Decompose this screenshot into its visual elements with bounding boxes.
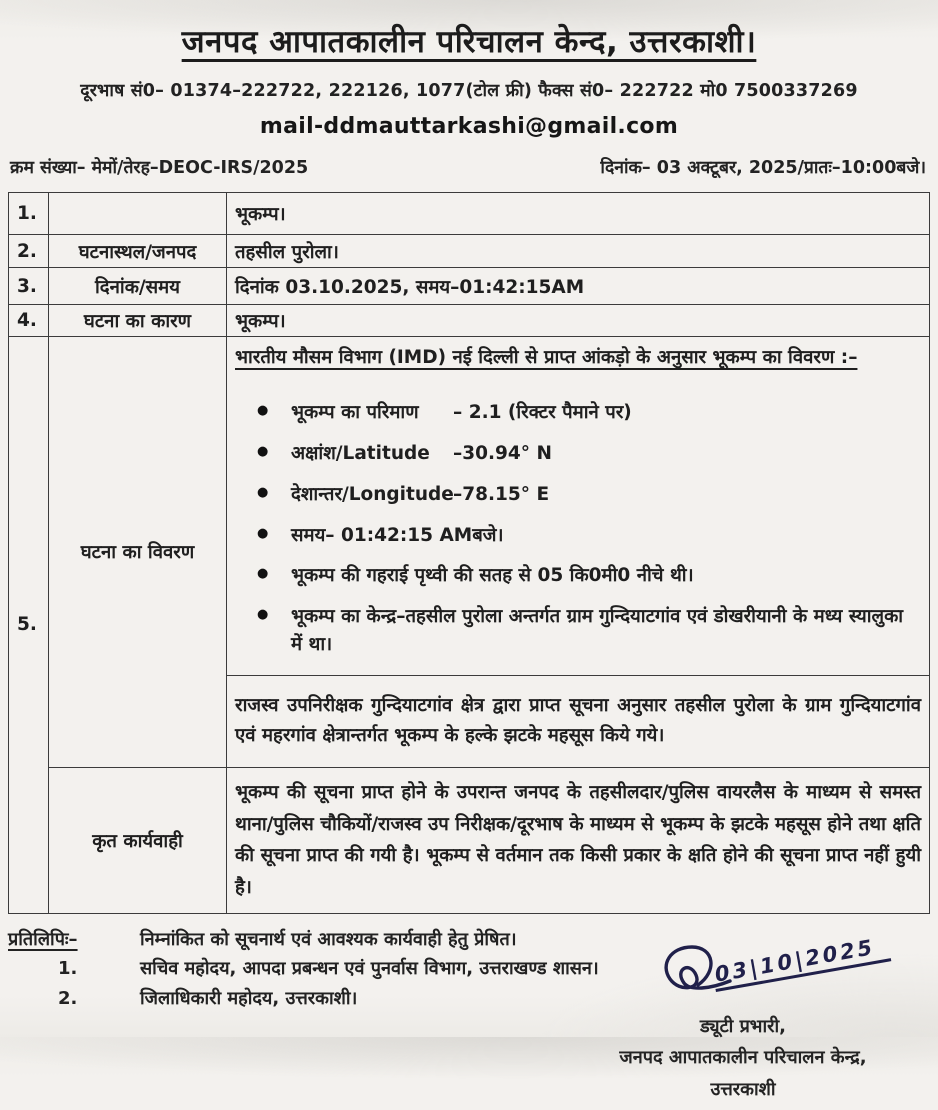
row3-value: दिनांक 03.10.2025, समय–01:42:15AM — [227, 268, 930, 305]
signature-block — [578, 934, 908, 1106]
copy-item-text: सचिव महोदय, आपदा प्रबन्धन एवं पुनर्वास विभाग, उत्तराखण्ड शासन। — [140, 958, 599, 980]
handwritten-date: 03|10|2025 — [711, 932, 892, 992]
list-item — [257, 562, 921, 590]
row2-value: तहसील पुरोला। — [227, 235, 930, 268]
list-item — [257, 440, 921, 468]
copy-intro: निम्नांकित को सूचनार्थ एवं आवश्यक कार्यवाही हेतु प्रेषित। — [140, 928, 517, 950]
table-row — [9, 305, 930, 337]
list-item — [257, 522, 921, 550]
action-taken-para: भूकम्प की सूचना प्राप्त होने के उपरान्त जनपद के तहसीलदार/पुलिस वायरलैस के माध्यम से समस्त थाना/पुलिस चौकियों/राजस्व उप निरीक्षक/दूरभाष के माध्यम से भूकम्प के झटके महसूस होने तथा क्षति की सूचना प्राप्त की गयी है। भूकम्प से वर्तमान तक किसी प्रकार के क्षति होने की सूचना प्राप्त नहीं हुयी है। — [227, 767, 930, 913]
reference-row — [8, 155, 930, 179]
bullet-icon: ● — [257, 607, 269, 623]
list-item — [257, 481, 921, 509]
copy-item-number: 1. — [58, 958, 78, 980]
row1-number: 1. — [9, 193, 49, 235]
longitude-value: –78.15° E — [453, 483, 550, 505]
longitude-label: देशान्तर/Longitude — [291, 483, 454, 505]
row3-number: 3. — [9, 268, 49, 305]
email-address: mail-ddmauttarkashi@gmail.com — [259, 114, 679, 139]
bullet-icon: ● — [257, 525, 269, 541]
signatory-line-2: जनपद आपातकालीन परिचालन केन्द्र, — [619, 1047, 867, 1069]
imd-intro-text: भारतीय मौसम विभाग (IMD) नई दिल्ली से प्राप्त आंकड़ो के अनुसार भूकम्प का विवरण :– — [235, 347, 858, 368]
table-row — [9, 767, 930, 913]
copy-item-text: जिलाधिकारी महोदय, उत्तरकाशी। — [140, 988, 358, 1010]
row5-detail-label: घटना का विवरण — [49, 337, 227, 768]
handwritten-signature — [578, 934, 908, 1009]
magnitude-label: भूकम्प का परिमाण — [291, 402, 419, 424]
field-report-para: राजस्व उपनिरीक्षक गुन्दियाटगांव क्षेत्र द्वारा प्राप्त सूचना अनुसार तहसील पुरोला के ग्राम गुन्दियाटगांव एवं महरगांव क्षेत्रान्तर्गत भूकम्प के हल्के झटके महसूस किये गये। — [227, 675, 930, 767]
row2-label: घटनास्थल/जनपद — [49, 235, 227, 268]
bullet-icon: ● — [257, 566, 269, 582]
bullet-icon: ● — [257, 403, 269, 419]
event-details-cell — [227, 337, 930, 676]
incident-table — [8, 192, 930, 914]
latitude-label: अक्षांश/Latitude — [291, 443, 430, 465]
row1-value: भूकम्प। — [227, 193, 930, 235]
table-row — [9, 337, 930, 676]
memo-number: क्रम संख्या– मेमों/तेरह–DEOC-IRS/2025 — [10, 158, 309, 178]
footer — [8, 925, 930, 1110]
page-title-text: जनपद आपातकालीन परिचालन केन्द, उत्तरकाशी। — [181, 24, 757, 60]
row4-value: भूकम्प। — [227, 305, 930, 337]
page-title — [8, 20, 930, 62]
time-text: समय– 01:42:15 AMबजे। — [291, 524, 504, 546]
signatory-designation — [578, 1011, 908, 1106]
earthquake-detail-list — [235, 399, 921, 658]
row3-label: दिनांक/समय — [49, 268, 227, 305]
row5-number: 5. — [9, 337, 49, 914]
row2-number: 2. — [9, 235, 49, 268]
latitude-value: –30.94° N — [453, 443, 552, 465]
row4-number: 4. — [9, 305, 49, 337]
row4-label: घटना का कारण — [49, 305, 227, 337]
bullet-icon: ● — [257, 444, 269, 460]
table-row — [9, 193, 930, 235]
list-item — [257, 399, 921, 427]
table-row — [9, 268, 930, 305]
phone-fax-line: दूरभाष सं0– 01374–222722, 222126, 1077(टोल फ्री) फैक्स सं0– 222722 मो0 7500337269 — [80, 81, 858, 101]
epicenter-text: भूकम्प का केन्द्र–तहसील पुरोला अन्तर्गत ग्राम गुन्दियाटगांव एवं डोखरीयानी के मध्य स्यालुका में था। — [291, 606, 904, 655]
magnitude-value: – 2.1 (रिक्टर पैमाने पर) — [453, 402, 632, 424]
signatory-line-1: ड्यूटी प्रभारी, — [700, 1015, 786, 1037]
bullet-icon: ● — [257, 484, 269, 500]
memo-date: दिनांक– 03 अक्टूबर, 2025/प्रातः–10:00बजे। — [600, 158, 926, 178]
signatory-line-3: उत्तरकाशी — [710, 1078, 776, 1100]
copy-item-number: 2. — [58, 988, 78, 1010]
row5-action-label: कृत कार्यवाही — [49, 767, 227, 913]
copy-heading: प्रतिलिपिः– — [8, 928, 78, 950]
list-item — [257, 603, 921, 659]
table-row — [9, 235, 930, 268]
row1-label — [49, 193, 227, 235]
depth-text: भूकम्प की गहराई पृथ्वी की सतह से 05 कि0मी0 नीचे थी। — [291, 565, 694, 587]
